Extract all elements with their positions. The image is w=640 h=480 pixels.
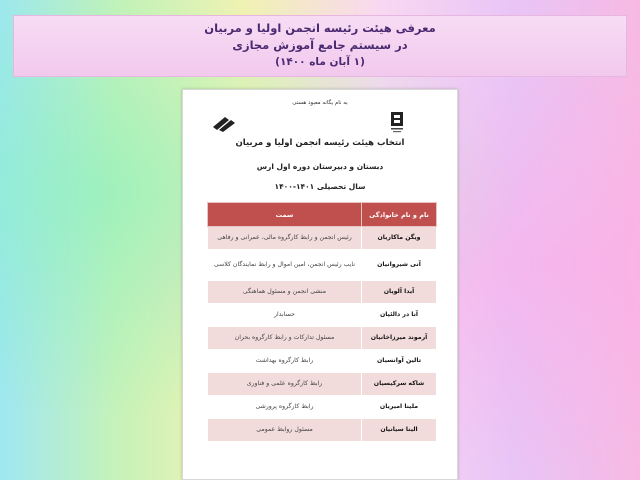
member-role: مسئول تدارکات و رابط کارگروه بحران <box>208 327 362 350</box>
table-row <box>208 419 437 442</box>
member-role: مسئول روابط عمومی <box>208 419 362 442</box>
member-role: منشی انجمن و مسئول هماهنگی <box>208 281 362 304</box>
document-title: انتخاب هیئت رئیسه انجمن اولیا و مربیان <box>235 138 405 148</box>
table-row <box>208 350 437 373</box>
banner-line-1: معرفی هیئت رئیسه انجمن اولیا و مربیان <box>204 21 436 35</box>
member-role: رابط کارگروه بهداشت <box>208 350 362 373</box>
table-row <box>208 227 437 250</box>
banner-line-3: (۱ آبان ماه ۱۴۰۰) <box>275 56 365 68</box>
table-row <box>208 396 437 419</box>
header-name: نام و نام خانوادگی <box>362 203 437 227</box>
table-row <box>208 304 437 327</box>
member-name: ملینا امیریان <box>362 396 437 419</box>
wave-logo-icon <box>211 115 237 133</box>
member-role: رابط کارگروه علمی و فناوری <box>208 373 362 396</box>
member-role: رابط کارگروه پرورشی <box>208 396 362 419</box>
table-row <box>208 281 437 304</box>
member-name: آنی شیروانیان <box>362 250 437 281</box>
member-name: الینا سیانیان <box>362 419 437 442</box>
member-role: نایب رئیس انجمن، امین اموال و رابط نمایندگان کلاسی <box>208 250 362 281</box>
member-role: رئیس انجمن و رابط کارگروه مالی، عمرانی و رفاهی <box>208 227 362 250</box>
document-page <box>182 89 458 480</box>
title-banner <box>13 15 627 77</box>
member-name: آنا در دالئیان <box>362 304 437 327</box>
table-row <box>208 373 437 396</box>
table-header-row <box>208 203 437 227</box>
document-subtitle: دبستان و دبیرستان دوره اول ارس <box>256 162 384 171</box>
header-role: سمت <box>208 203 362 227</box>
basmala-text: به نام یگانه معبود هستی <box>292 100 348 106</box>
member-name: آرموند میرزاخانیان <box>362 327 437 350</box>
members-table <box>207 202 437 442</box>
document-year: سال تحصیلی ۱۴۰۱-۱۴۰۰ <box>274 182 366 191</box>
member-name: آیدا آلویان <box>362 281 437 304</box>
member-role: حسابدار <box>208 304 362 327</box>
table-row <box>208 327 437 350</box>
member-name: تالین آوانسیان <box>362 350 437 373</box>
school-emblem-icon <box>388 110 406 134</box>
table-row <box>208 250 437 281</box>
member-name: ویگن ماکاریان <box>362 227 437 250</box>
banner-line-2: در سیستم جامع آموزش مجازی <box>232 38 408 52</box>
member-name: شاکه سرکیسیان <box>362 373 437 396</box>
